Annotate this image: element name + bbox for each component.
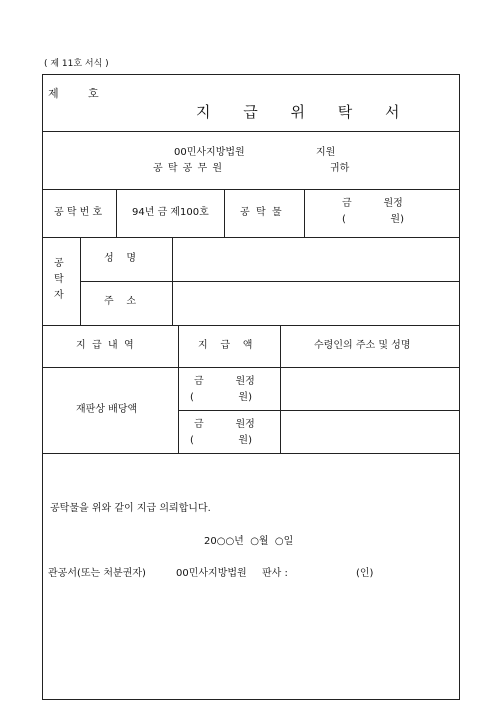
recipient-info-header: 수령인의 주소 및 성명 <box>314 340 411 351</box>
document-title: 지 급 위 탁 서 <box>196 103 414 121</box>
divider <box>80 281 460 282</box>
divider <box>280 325 281 453</box>
divider <box>42 237 460 238</box>
divider <box>42 325 460 326</box>
deposit-item-label: 공 탁 물 <box>240 207 282 218</box>
deposit-amount-line2: ( 원) <box>342 214 404 225</box>
deposit-number-label: 공 탁 번 호 <box>54 207 103 218</box>
divider <box>42 189 460 190</box>
address-label: 주 소 <box>104 296 137 307</box>
divider <box>224 189 225 237</box>
divider <box>42 453 460 454</box>
address-field[interactable] <box>174 284 458 322</box>
request-statement: 공탁물을 위와 같이 지급 의뢰합니다. <box>50 503 211 514</box>
depositor-label: 공 탁 자 <box>54 258 64 301</box>
deposit-amount-line1: 금 원정 <box>342 198 403 209</box>
divider <box>178 325 179 453</box>
divider <box>42 131 460 132</box>
deposit-number-value: 94년 금 제100호 <box>132 207 209 218</box>
row1-recipient-field[interactable] <box>282 370 458 408</box>
divider <box>116 189 117 237</box>
divider <box>178 410 460 411</box>
name-field[interactable] <box>174 240 458 278</box>
seal-mark: (인) <box>356 568 374 579</box>
authority-label: 관공서(또는 처분권자) <box>48 568 146 579</box>
doc-number-prefix: 제 <box>48 87 59 100</box>
judge-label: 판사 : <box>262 568 288 579</box>
divider <box>304 189 305 237</box>
payment-detail-header: 지 급 내 역 <box>76 340 134 351</box>
row2-amount-line2: ( 원) <box>190 435 252 446</box>
row1-amount-line1: 금 원정 <box>194 376 255 387</box>
recipient-officer: 공 탁 공 무 원 <box>153 163 224 174</box>
request-date: 20○○년 ○월 ○일 <box>204 536 294 547</box>
payment-amount-header: 지 급 액 <box>198 340 253 351</box>
recipient-branch: 지원 <box>316 147 336 158</box>
recipient-honorific: 귀하 <box>330 163 350 174</box>
form-number-label: ( 제 11호 서식 ) <box>44 59 109 69</box>
divider <box>42 367 460 368</box>
doc-number-suffix: 호 <box>88 87 99 100</box>
payment-category: 재판상 배당액 <box>76 404 138 415</box>
row2-recipient-field[interactable] <box>282 413 458 451</box>
recipient-court: 00민사지방법원 <box>174 147 245 158</box>
authority-court: 00민사지방법원 <box>176 568 247 579</box>
name-label: 성 명 <box>104 253 137 264</box>
row1-amount-line2: ( 원) <box>190 392 252 403</box>
row2-amount-line1: 금 원정 <box>194 419 255 430</box>
